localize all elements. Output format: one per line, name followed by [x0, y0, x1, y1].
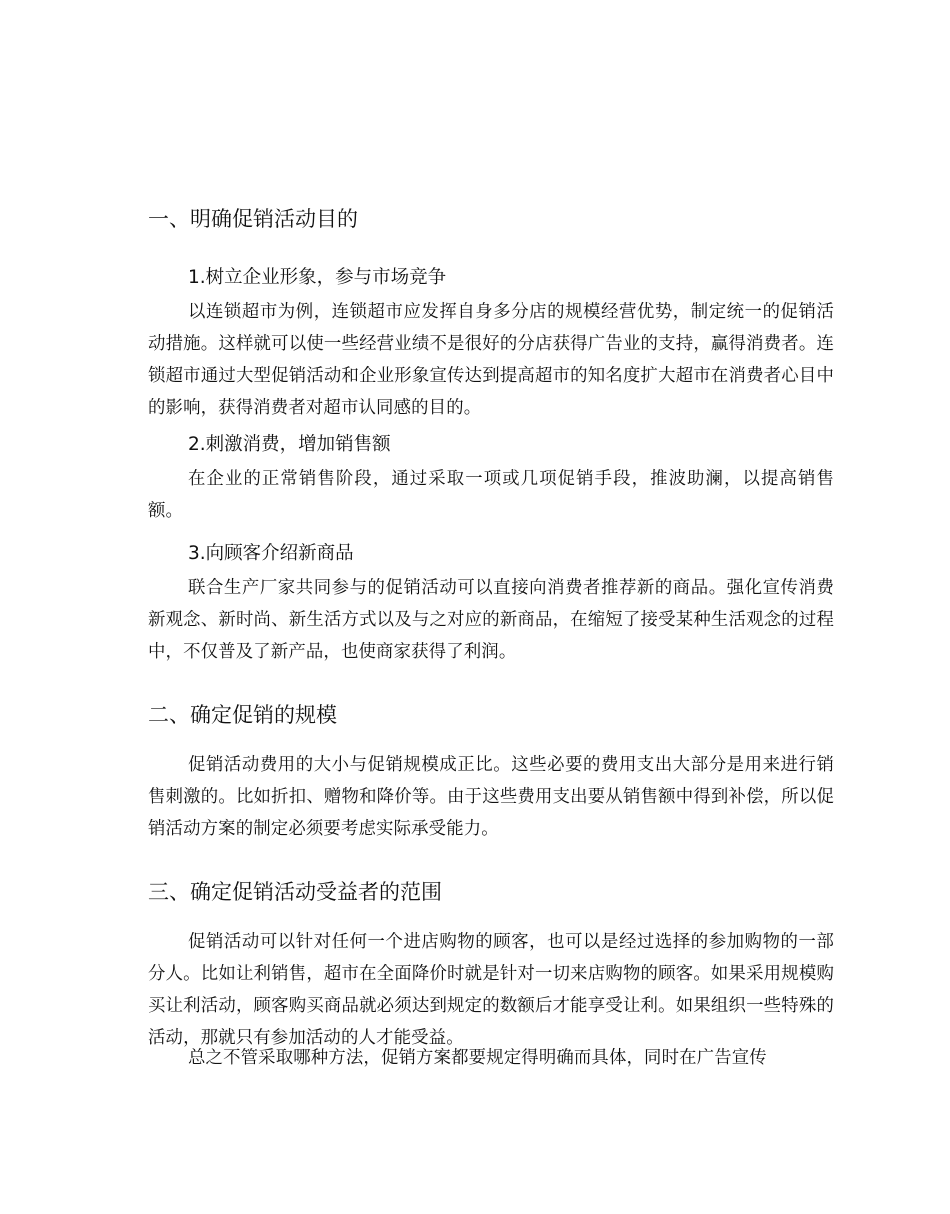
paragraph-beneficiaries: 促销活动可以针对任何一个进店购物的顾客，也可以是经过选择的参加购物的一部分人。比如让利销售，超市在全面降价时就是针对一切来店购物的顾客。如果采用规模购买让利活动，顾客购买商品就必须达到规定的数额后才能享受让利。如果组织一些特殊的活动，那就只有参加活动的人才能受益。 — [148, 932, 834, 1048]
paragraph-brand-image: 以连锁超市为例，连锁超市应发挥自身多分店的规模经营优势，制定统一的促销活动措施。这样就可以使一些经营业绩不是很好的分店获得广告业的支持，赢得消费者。连锁超市通过大型促销活动和企业形象宣传达到提高超市的知名度扩大超市在消费者心目中的影响，获得消费者对超市认同感的目的。 — [148, 302, 834, 418]
paragraph-conclusion: 总之不管采取哪种方法，促销方案都要规定得明确而具体，同时在广告宣传 — [188, 1048, 767, 1068]
section-heading-scale: 二、确定促销的规模 — [148, 703, 337, 727]
subsection-title-brand-image: 1.树立企业形象，参与市场竞争 — [188, 267, 447, 288]
paragraph-new-products: 联合生产厂家共同参与的促销活动可以直接向消费者推荐新的商品。强化宣传消费新观念、新时尚、新生活方式以及与之对应的新商品，在缩短了接受某种生活观念的过程中，不仅普及了新产品，也使商家获得了利润。 — [148, 578, 834, 662]
paragraph-stimulate-consumption: 在企业的正常销售阶段，通过采取一项或几项促销手段，推波助澜，以提高销售额。 — [148, 469, 834, 521]
subsection-title-stimulate-consumption: 2.刺激消费，增加销售额 — [188, 434, 391, 455]
paragraph-scale: 促销活动费用的大小与促销规模成正比。这些必要的费用支出大部分是用来进行销售刺激的。比如折扣、赠物和降价等。由于这些费用支出要从销售额中得到补偿，所以促销活动方案的制定必须要考虑实际承受能力。 — [148, 755, 834, 839]
section-heading-goals: 一、明确促销活动目的 — [148, 207, 358, 231]
subsection-title-new-products: 3.向顾客介绍新商品 — [188, 543, 354, 564]
section-heading-beneficiaries: 三、确定促销活动受益者的范围 — [148, 880, 442, 904]
